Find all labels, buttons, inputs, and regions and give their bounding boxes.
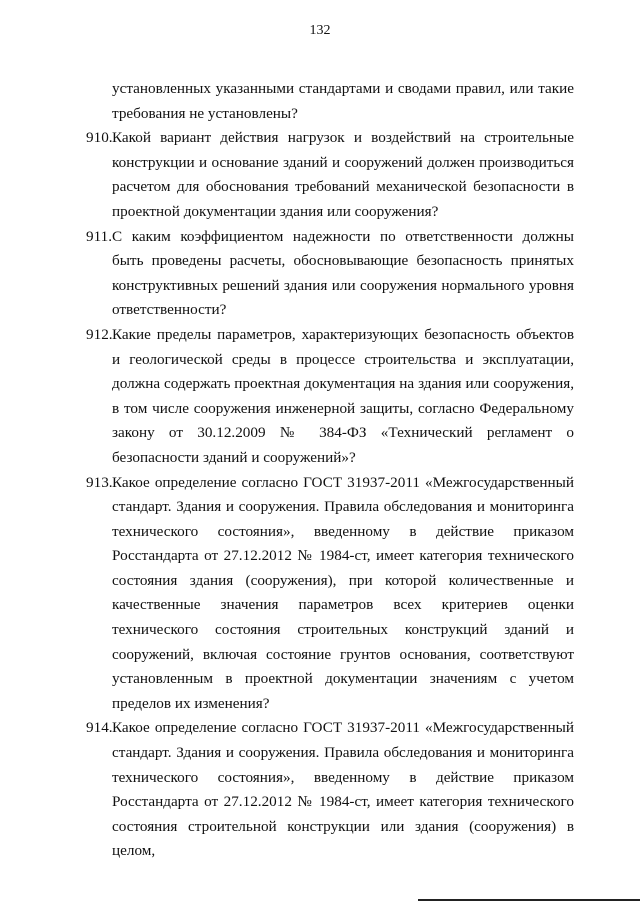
question-number: 912.: [86, 325, 113, 343]
question-914: [86, 716, 574, 864]
question-text: Какое определение согласно ГОСТ 31937-2011 «Межгосударственный стандарт. Здания и сооружения. Правила обследования и мониторинга технического состояния», введенному в действие приказом Росстандарта от 27.12.2012 № 1984-ст, имеет категория технического состояния здания (сооружения), при которой количественные и качественные значения параметров всех критериев оценки технического состояния строительных конструкций зданий и сооружений, включая состояние грунтов основания, соответствуют установленным в проектной документации значениям с учетом пределов их изменения?: [112, 473, 574, 712]
page-number: 132: [309, 23, 331, 38]
question-number: 911.: [86, 227, 113, 245]
question-text: Какие пределы параметров, характеризующих безопасность объектов и геологической среды в процессе строительства и эксплуатации, должна содержать проектная документация на здания или сооружения, в том числе сооружения инженерной защиты, согласно Федеральному закону от 30.12.2009 № 384-ФЗ «Технический регламент о безопасности зданий и сооружений»?: [112, 325, 574, 466]
scan-edge-line: [418, 899, 640, 901]
question-911: [86, 225, 574, 323]
question-text: Какой вариант действия нагрузок и воздействий на строительные конструкции и основание зданий и сооружений должен производиться расчетом для обоснования требований механической безопасности в проектной документации здания или сооружения?: [112, 129, 574, 220]
question-910: [86, 126, 574, 224]
question-912: [86, 323, 574, 471]
continuation-paragraph: установленных указанными стандартами и сводами правил, или такие требования не установлены?: [112, 80, 574, 122]
document-body: [86, 77, 574, 864]
question-text: Какое определение согласно ГОСТ 31937-2011 «Межгосударственный стандарт. Здания и сооружения. Правила обследования и мониторинга технического состояния», введенному в действие приказом Росстандарта от 27.12.2012 № 1984-ст, имеет категория технического состояния строительной конструкции или здания (сооружения) в целом,: [112, 719, 574, 860]
question-913: [86, 471, 574, 717]
question-number: 913.: [86, 473, 113, 491]
question-number: 910.: [86, 129, 113, 147]
question-number: 914.: [86, 719, 113, 737]
question-text: С каким коэффициентом надежности по ответственности должны быть проведены расчеты, обосновывающие безопасность принятых конструктивных решений здания или сооружения нормального уровня ответственности?: [112, 227, 574, 319]
